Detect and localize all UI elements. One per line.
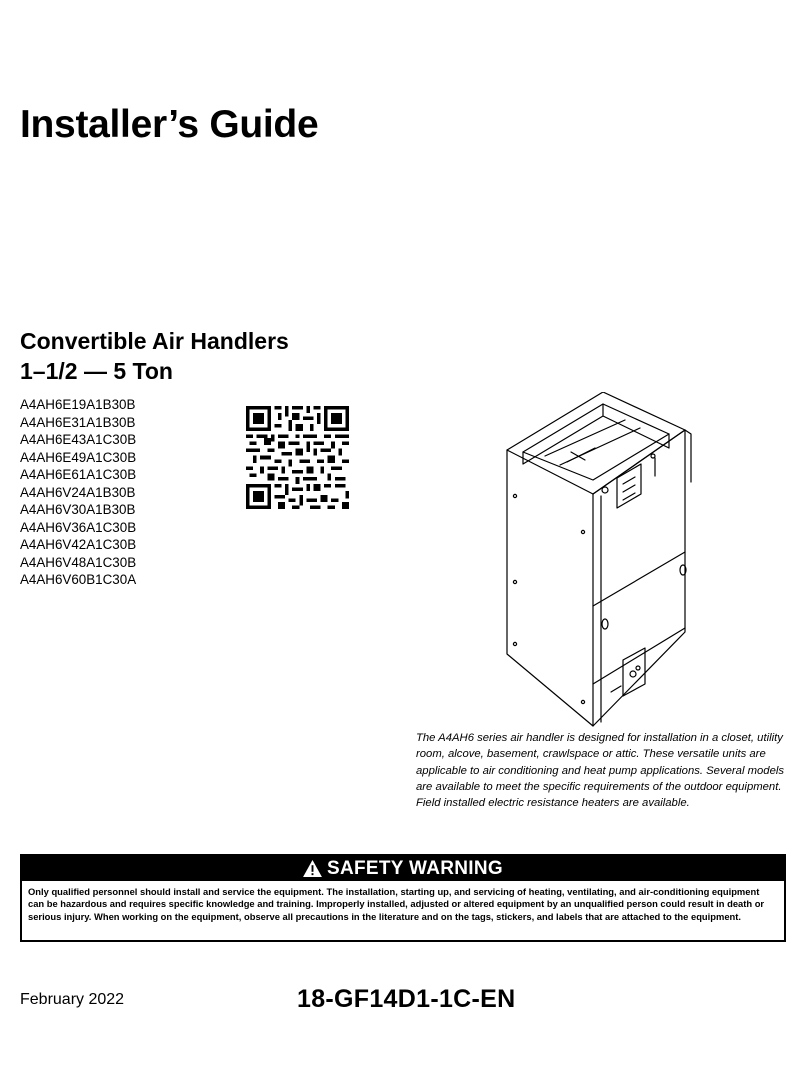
model-number: A4AH6V36A1C30B (20, 519, 137, 535)
product-capacity: 1–1/2 — 5 Ton (20, 358, 173, 384)
product-description: The A4AH6 series air handler is designed for installation in a closet, utility room, alcove, basement, crawlspace or attic. These versatile units are applicable to air conditioning and heat pump applications. Several models are available to meet the specific requirements of the outdoor equipment. Field installed electric resistance heaters are available. (416, 732, 785, 810)
publication-date: February 2022 (20, 991, 125, 1008)
safety-warning-text: Only qualified personnel should install and service the equipment. The installation, starting up, and servicing of heating, ventilating, and air-conditioning equipment can be hazardous and requires specific knowledge and training. Improperly installed, adjusted or altered equipment by an unqualified person could result in death or serious injury. When working on the equipment, observe all precautions in the literature and on the tags, stickers, and labels that are attached to the equipment. (28, 886, 765, 922)
model-number: A4AH6V60B1C30A (20, 572, 137, 587)
model-number: A4AH6V48A1C30B (20, 554, 137, 570)
model-number: A4AH6E31A1B30B (20, 414, 136, 430)
warning-triangle-icon (303, 860, 322, 877)
model-number-list (20, 396, 136, 589)
document-title: Installer’s Guide (20, 103, 319, 146)
safety-warning-box (20, 854, 786, 942)
model-number: A4AH6V42A1C30B (20, 537, 137, 552)
model-number: A4AH6V24A1B30B (20, 484, 136, 500)
model-number: A4AH6V30A1B30B (20, 502, 136, 517)
model-number: A4AH6E19A1B30B (20, 397, 136, 412)
product-name: Convertible Air Handlers (20, 328, 289, 354)
model-number: A4AH6E43A1C30B (20, 432, 137, 447)
publication-number: 18-GF14D1-1C-EN (297, 985, 516, 1013)
qr-code (246, 406, 349, 509)
air-handler-illustration (505, 392, 705, 732)
model-number: A4AH6E49A1C30B (20, 449, 137, 465)
model-number: A4AH6E61A1C30B (20, 467, 137, 482)
safety-warning-header (22, 856, 784, 881)
safety-warning-heading: SAFETY WARNING (327, 857, 503, 879)
product-title (20, 326, 289, 386)
